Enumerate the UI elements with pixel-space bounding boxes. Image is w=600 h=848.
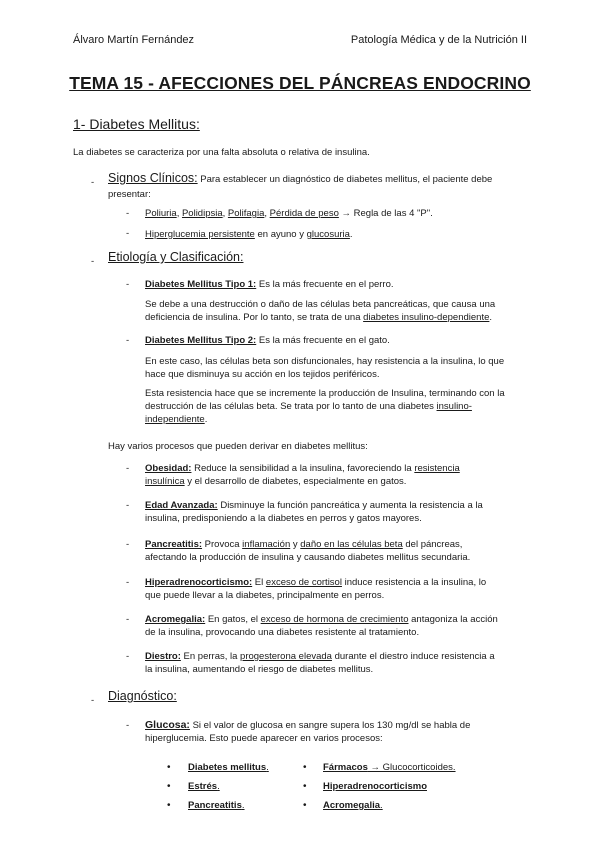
page-title: TEMA 15 - AFECCIONES DEL PÁNCREAS ENDOCRINO xyxy=(69,73,531,93)
text: . xyxy=(266,762,269,773)
list-item xyxy=(188,762,269,773)
term-resistencia: resistencia xyxy=(414,463,460,474)
term-hormona-crecimiento: exceso de hormona de crecimiento xyxy=(260,614,409,625)
dash-bullet: - xyxy=(126,500,130,511)
header-subject: Patología Médica y de la Nutrición II xyxy=(350,34,527,46)
glucosa-block xyxy=(145,719,470,745)
text-line: de la insulina, provocando una diabetes resistente al tratamiento. xyxy=(145,627,420,638)
dot-bullet: • xyxy=(167,762,171,773)
tipo2-paragraph-2 xyxy=(145,387,505,426)
list-item-text: Estrés xyxy=(188,781,218,792)
list-item-text: Diabetes mellitus xyxy=(188,762,267,773)
term-insulino-dependiente: diabetes insulino-dependiente xyxy=(363,312,490,323)
text: En gatos, el xyxy=(205,614,261,625)
list-item-text: Hiperadrenocorticismo xyxy=(323,781,427,792)
text: en ayuno y xyxy=(254,229,307,240)
diagnostico-heading: Diagnóstico: xyxy=(108,689,177,703)
tipo1-text: Es la más frecuente en el perro. xyxy=(256,279,394,290)
regla-4p: → Regla de las 4 "P". xyxy=(338,208,433,219)
sep: , xyxy=(176,208,182,219)
text: deficiencia de insulina. Por lo tanto, se trata de una xyxy=(145,312,364,323)
dot-bullet: • xyxy=(303,762,307,773)
text-line xyxy=(145,499,483,512)
term-inflamacion: inflamación xyxy=(242,539,291,550)
text-line xyxy=(145,719,470,732)
text: Provoca xyxy=(202,539,243,550)
acromegalia-block xyxy=(145,613,498,639)
term-exceso-cortisol: exceso de cortisol xyxy=(265,577,342,588)
term-glucosuria: glucosuria xyxy=(306,229,350,240)
text: Reduce la sensibilidad a la insulina, favoreciendo la xyxy=(191,463,415,474)
text-line: En este caso, las células beta son disfuncionales, hay resistencia a la insulina, lo que xyxy=(145,356,505,367)
text: y xyxy=(290,539,301,550)
text: destrucción de las células beta. Se trata por lo tanto de una diabetes xyxy=(145,401,437,412)
obesidad-label: Obesidad: xyxy=(145,463,192,474)
dash-bullet: - xyxy=(91,177,95,188)
text: Si el valor de glucosa en sangre supera los 130 mg/dl se habla de xyxy=(189,720,471,731)
list-item xyxy=(188,800,245,811)
dash-bullet: - xyxy=(91,256,95,267)
text-line: Se debe a una destrucción o daño de las células beta pancreáticas, que causa una xyxy=(145,299,496,310)
dash-bullet: - xyxy=(126,539,130,550)
dot-bullet: • xyxy=(167,781,171,792)
text: . xyxy=(380,800,383,811)
dash-bullet: - xyxy=(126,577,130,588)
dot-bullet: • xyxy=(167,800,171,811)
text: . xyxy=(349,229,353,240)
text-line: hace que disminuya su acción en los tejidos periféricos. xyxy=(145,369,380,380)
acromegalia-label: Acromegalia: xyxy=(145,614,206,625)
term-independiente: independiente xyxy=(145,414,205,425)
text-line: insulina, predisponiendo a la diabetes en perros y gatos mayores. xyxy=(145,513,422,524)
pancreatitis-block xyxy=(145,538,470,564)
text-line xyxy=(145,613,498,626)
list-item xyxy=(323,762,456,773)
term-polidipsia: Polidipsia xyxy=(181,208,223,219)
tipo2-text: Es la más frecuente en el gato. xyxy=(256,335,390,346)
dash-bullet: - xyxy=(126,228,130,239)
section-heading-diabetes: 1- Diabetes Mellitus: xyxy=(73,116,200,132)
list-item-text: Pancreatitis xyxy=(188,800,242,811)
tipo1-paragraph xyxy=(145,298,495,324)
text-line xyxy=(145,650,495,663)
hiperadreno-block xyxy=(145,576,486,602)
glucosa-label: Glucosa: xyxy=(145,719,190,731)
procesos-intro: Hay varios procesos que pueden derivar en diabetes mellitus: xyxy=(108,441,368,452)
text-line xyxy=(145,400,505,413)
text: Disminuye la función pancreática y aumenta la resistencia a la xyxy=(217,500,483,511)
signos-item-hiperglucemia xyxy=(145,228,353,241)
term-dano-celulas-beta: daño en las células beta xyxy=(300,539,403,550)
text-line: afectando la producción de insulina y causando diabetes mellitus secundaria. xyxy=(145,552,471,563)
dash-bullet: - xyxy=(126,720,130,731)
text: . xyxy=(489,312,493,323)
text-line xyxy=(145,538,470,551)
text: y el desarrollo de diabetes, especialmente en gatos. xyxy=(184,476,407,487)
text: El xyxy=(252,577,266,588)
signos-text-cont: presentar: xyxy=(108,189,151,200)
text-line xyxy=(145,576,486,589)
hiperadreno-label: Hiperadrenocorticismo: xyxy=(145,577,253,588)
text: . xyxy=(217,781,220,792)
list-item xyxy=(323,800,383,811)
pancreatitis-label: Pancreatitis: xyxy=(145,539,203,550)
list-item xyxy=(188,781,220,792)
text: del páncreas, xyxy=(402,539,463,550)
obesidad-block xyxy=(145,462,460,488)
dash-bullet: - xyxy=(126,651,130,662)
dash-bullet: - xyxy=(126,208,130,219)
text-line: que puede llevar a la diabetes, principalmente en perros. xyxy=(145,590,385,601)
signos-heading: Signos Clínicos: xyxy=(108,171,198,185)
list-item-text: Acromegalia xyxy=(323,800,381,811)
text: . xyxy=(204,414,208,425)
text: induce resistencia a la insulina, lo xyxy=(341,577,487,588)
dash-bullet: - xyxy=(126,614,130,625)
section-intro: La diabetes se caracteriza por una falta absoluta o relativa de insulina. xyxy=(73,147,370,158)
tipo1-label: Diabetes Mellitus Tipo 1: xyxy=(145,279,257,290)
text-line xyxy=(145,311,495,324)
term-hiperglucemia: Hiperglucemia persistente xyxy=(145,229,255,240)
signos-text: Para establecer un diagnóstico de diabetes mellitus, el paciente debe xyxy=(200,174,493,185)
text-line xyxy=(145,475,460,488)
diestro-label: Diestro: xyxy=(145,651,181,662)
dash-bullet: - xyxy=(126,463,130,474)
list-item xyxy=(323,781,427,792)
term-poliuria: Poliuria xyxy=(145,208,177,219)
tipo2-paragraph-1 xyxy=(145,355,504,381)
tipo2-label: Diabetes Mellitus Tipo 2: xyxy=(145,335,257,346)
text: antagoniza la acción xyxy=(408,614,498,625)
text: . xyxy=(241,800,245,811)
edad-label: Edad Avanzada: xyxy=(145,500,218,511)
dash-bullet: - xyxy=(126,279,130,290)
dash-bullet: - xyxy=(91,695,95,706)
text-line xyxy=(145,413,505,426)
signos-block xyxy=(108,172,528,186)
list-item-text: Fármacos xyxy=(323,762,368,773)
term-progesterona: progesterona elevada xyxy=(240,651,332,662)
tipo2-line xyxy=(145,334,390,347)
term-perdida-peso: Pérdida de peso xyxy=(269,208,339,219)
edad-block xyxy=(145,499,483,525)
text: durante el diestro induce resistencia a xyxy=(331,651,495,662)
diestro-block xyxy=(145,650,495,676)
text-line xyxy=(145,462,460,475)
text: En perras, la xyxy=(180,651,241,662)
sep: , xyxy=(222,208,228,219)
text: → Glucocorticoides. xyxy=(367,762,456,773)
text-line: hiperglucemia. Esto puede aparecer en varios procesos: xyxy=(145,733,383,744)
etiologia-heading: Etiología y Clasificación: xyxy=(108,250,244,264)
dot-bullet: • xyxy=(303,781,307,792)
header-author: Álvaro Martín Fernández xyxy=(73,34,195,46)
term-insulino: insulino- xyxy=(436,401,472,412)
sep: , xyxy=(264,208,270,219)
term-polifagia: Polifagia xyxy=(227,208,265,219)
text-line: la insulina, aumentando el riesgo de diabetes mellitus. xyxy=(145,664,374,675)
term-insulinica: insulínica xyxy=(145,476,185,487)
dot-bullet: • xyxy=(303,800,307,811)
dash-bullet: - xyxy=(126,335,130,346)
text-line: Esta resistencia hace que se incremente la producción de Insulina, terminando con la xyxy=(145,388,505,399)
signos-item-4p xyxy=(145,207,433,220)
tipo1-line xyxy=(145,278,394,291)
